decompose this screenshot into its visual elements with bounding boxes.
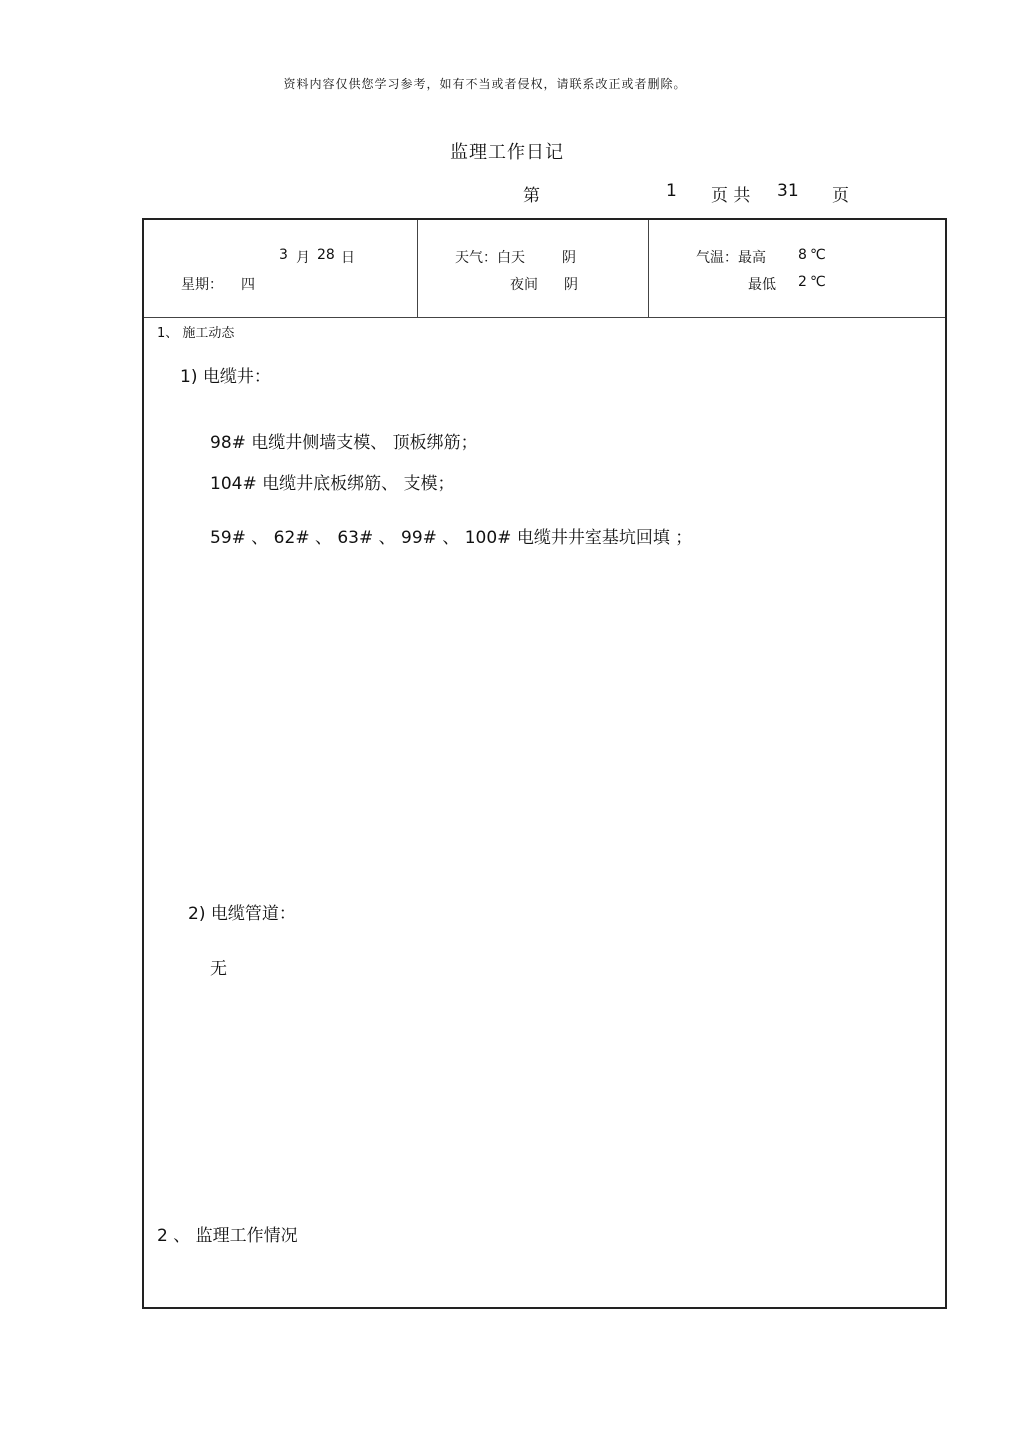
page-counter-suffix: 页 (832, 186, 849, 206)
weather-night-label: 夜间 (510, 277, 538, 293)
date-month: 3 (279, 247, 288, 263)
weekday-label: 星期： (181, 277, 223, 293)
page-counter-prefix: 第 (523, 186, 540, 206)
header-bottom-divider (144, 317, 945, 318)
subsection-1-heading: 1) 电缆井： (180, 367, 271, 387)
work-item-line: 104# 电缆井底板绑筋、 支模； (210, 474, 455, 494)
weather-day-value: 阴 (562, 250, 576, 266)
page-counter-middle: 页 共 (711, 186, 751, 206)
temperature-low-label: 最低 (748, 277, 776, 293)
page-counter-current: 1 (666, 181, 677, 201)
page-counter-total: 31 (777, 181, 799, 201)
weather-day-label: 天气：白天 (455, 250, 525, 266)
temperature-low-unit: ℃ (810, 274, 826, 290)
weather-night-value: 阴 (564, 277, 578, 293)
section-2-heading: 2 、 监理工作情况 (157, 1226, 298, 1246)
date-day: 28 (317, 247, 335, 263)
header-divider-2 (648, 220, 649, 318)
work-item-line: 59# 、 62# 、 63# 、 99# 、 100# 电缆井井室基坑回填 ； (210, 528, 693, 548)
header-divider-1 (417, 220, 418, 318)
temperature-low-value: 2 (798, 274, 807, 290)
date-month-label: 月 (296, 250, 310, 266)
page-title: 监理工作日记 (450, 142, 564, 163)
work-item-line: 98# 电缆井侧墙支模、 顶板绑筋； (210, 433, 478, 453)
diary-table (142, 218, 947, 1309)
section-1-heading: 1、 施工动态 (157, 326, 235, 341)
temperature-high-label: 气温：最高 (696, 250, 766, 266)
subsection-2-heading: 2) 电缆管道： (188, 904, 296, 924)
temperature-high-unit: ℃ (810, 247, 826, 263)
weekday-value: 四 (241, 277, 255, 293)
date-day-label: 日 (341, 250, 355, 266)
subsection-2-content: 无 (210, 959, 227, 979)
temperature-high-value: 8 (798, 247, 807, 263)
disclaimer-text: 资料内容仅供您学习参考，如有不当或者侵权，请联系改正或者删除。 (283, 77, 687, 91)
